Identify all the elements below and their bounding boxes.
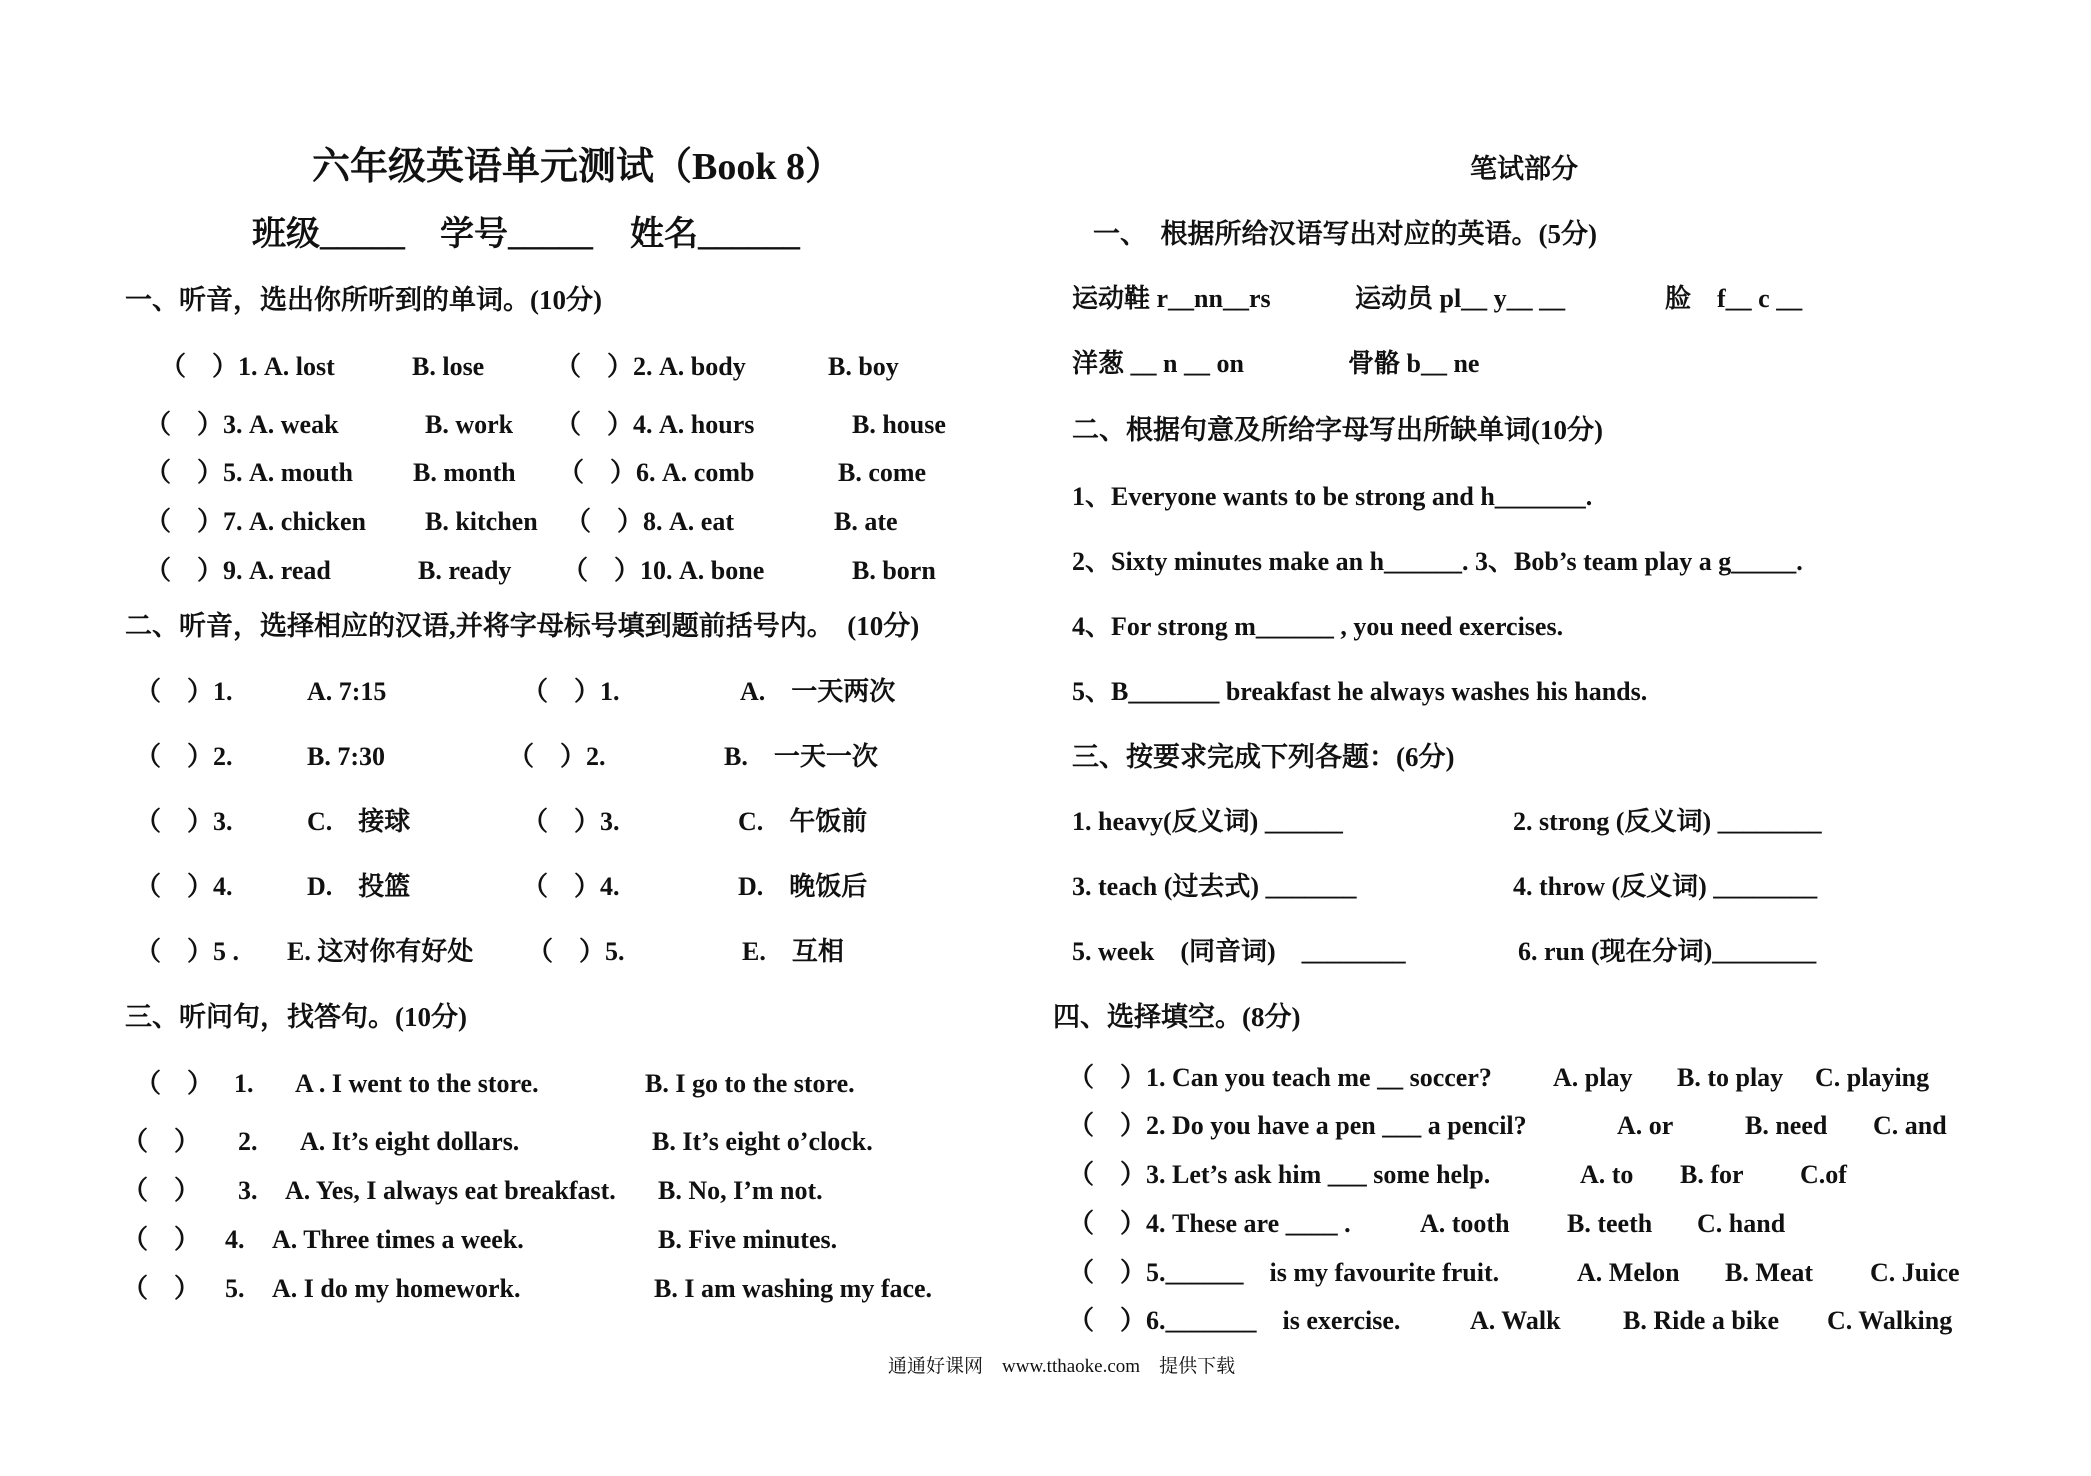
fill-sentence: 4、For strong m______ , you need exercises.: [1072, 612, 1564, 641]
q-option: D. 投篮: [307, 872, 411, 901]
vocab-item: 运动员 pl__ y__ __: [1355, 284, 1566, 313]
q-option: B. I am washing my face.: [654, 1274, 933, 1303]
q-choice: （ ）3. A. weak: [145, 410, 339, 439]
mc-option: C. playing: [1815, 1063, 1930, 1092]
q-choice: （ ）9. A. read: [145, 556, 331, 585]
vocab-item: 洋葱 __ n __ on: [1072, 349, 1244, 378]
q-option: A. 7:15: [307, 677, 387, 706]
q-option: E. 互相: [742, 937, 844, 966]
q-option: A. I do my homework.: [272, 1274, 521, 1303]
q-option: B. No, I’m not.: [658, 1176, 823, 1205]
q-bracket: （ ）5.: [527, 937, 625, 966]
q-number: 3.: [238, 1176, 258, 1205]
q-choice: （ ）5. A. mouth: [145, 458, 354, 487]
mc-option: C.of: [1800, 1160, 1847, 1189]
q-option: B. Five minutes.: [658, 1225, 838, 1254]
q-choice: （ ）8. A. eat: [565, 507, 734, 536]
vocab-item: 运动鞋 r__nn__rs: [1072, 284, 1271, 313]
mc-stem: （ ）5.______ is my favourite fruit.: [1068, 1258, 1500, 1287]
word-form-item: 2. strong (反义词) ________: [1513, 807, 1822, 836]
q-option: B. 7:30: [307, 742, 385, 771]
q-choice: （ ）1. A. lost: [160, 352, 335, 381]
mc-option: A. Walk: [1470, 1306, 1561, 1335]
mc-option: B. need: [1745, 1111, 1828, 1140]
q-bracket: （ ）4.: [522, 872, 620, 901]
q-choice: （ ）6. A. comb: [558, 458, 755, 487]
q-bracket: （ ）: [122, 1127, 201, 1156]
q-bracket: （ ）2.: [508, 742, 606, 771]
fill-sentence: 1、Everyone wants to be strong and h_______.: [1072, 482, 1593, 511]
fill-sentence: 2、Sixty minutes make an h______. 3、Bob’s team play a g_____.: [1072, 547, 1803, 576]
q-bracket: （ ）2.: [135, 742, 233, 771]
q-bracket: （ ）: [122, 1176, 201, 1205]
mc-option: A. tooth: [1420, 1209, 1510, 1238]
mc-option: C. hand: [1697, 1209, 1786, 1238]
mc-option: A. play: [1553, 1063, 1633, 1092]
fill-sentence: 5、B_______ breakfast he always washes his hands.: [1072, 677, 1648, 706]
q-bracket: （ ）3.: [522, 807, 620, 836]
q-bracket: （ ）4.: [135, 872, 233, 901]
q-option: B. It’s eight o’clock.: [652, 1127, 873, 1156]
q-option: A. Three times a week.: [272, 1225, 524, 1254]
q-bracket: （ ）3.: [135, 807, 233, 836]
q-choice: B. boy: [828, 352, 899, 381]
mc-stem: （ ）4. These are ____ .: [1068, 1209, 1351, 1238]
mc-option: C. and: [1873, 1111, 1947, 1140]
q-choice: B. kitchen: [425, 507, 538, 536]
section3-heading: 三、听问句，找答句。(10分): [125, 1002, 467, 1032]
mc-option: B. Meat: [1725, 1258, 1814, 1287]
q-option: B. 一天一次: [724, 742, 878, 771]
word-form-item: 1. heavy(反义词) ______: [1072, 807, 1343, 836]
student-number-label: 学号_____: [440, 216, 593, 253]
student-name-label: 姓名______: [630, 216, 800, 253]
q-option: A. 一天两次: [740, 677, 896, 706]
q-option: D. 晚饭后: [738, 872, 868, 901]
mc-option: C. Juice: [1870, 1258, 1960, 1287]
mc-option: A. Melon: [1577, 1258, 1680, 1287]
q-bracket: （ ）1.: [135, 677, 233, 706]
footer-source-link[interactable]: 通通好课网 www.tthaoke.com 提供下载: [888, 1356, 1236, 1377]
q-choice: B. come: [838, 458, 927, 487]
word-form-item: 6. run (现在分词)________: [1518, 937, 1817, 966]
q-option: A. It’s eight dollars.: [300, 1127, 520, 1156]
q-choice: （ ）2. A. body: [555, 352, 746, 381]
word-form-item: 5. week (同音词) ________: [1072, 937, 1406, 966]
q-option: C. 午饭前: [738, 807, 868, 836]
section1-heading: 一、听音，选出你所听到的单词。(10分): [125, 285, 602, 315]
q-choice: B. month: [413, 458, 516, 487]
mc-option: B. Ride a bike: [1623, 1306, 1780, 1335]
right-section2-heading: 二、根据句意及所给字母写出所缺单词(10分): [1072, 415, 1603, 445]
q-number: 1.: [234, 1069, 254, 1098]
q-option: E. 这对你有好处: [287, 937, 474, 966]
mc-option: B. teeth: [1567, 1209, 1653, 1238]
mc-stem: （ ）1. Can you teach me __ soccer?: [1068, 1063, 1492, 1092]
mc-stem: （ ）6._______ is exercise.: [1068, 1306, 1401, 1335]
right-section4-heading: 四、选择填空。(8分): [1053, 1002, 1301, 1032]
q-choice: B. house: [852, 410, 946, 439]
written-part-subtitle: 笔试部分: [1470, 154, 1578, 184]
section2-heading: 二、听音，选择相应的汉语,并将字母标号填到题前括号内。 (10分): [125, 611, 920, 641]
q-option: C. 接球: [307, 807, 411, 836]
mc-stem: （ ）2. Do you have a pen ___ a pencil?: [1068, 1111, 1527, 1140]
q-bracket: （ ）5 .: [135, 937, 240, 966]
right-section1-heading: 一、 根据所给汉语写出对应的英语。(5分): [1093, 219, 1597, 249]
q-number: 4.: [225, 1225, 245, 1254]
right-section3-heading: 三、按要求完成下列各题：(6分): [1072, 742, 1455, 772]
mc-option: A. to: [1580, 1160, 1634, 1189]
q-number: 5.: [225, 1274, 245, 1303]
q-choice: B. work: [425, 410, 514, 439]
q-bracket: （ ）1.: [522, 677, 620, 706]
vocab-item: 脸 f__ c __: [1665, 284, 1803, 313]
q-bracket: （ ）: [135, 1069, 214, 1098]
word-form-item: 3. teach (过去式) _______: [1072, 872, 1357, 901]
q-bracket: （ ）: [122, 1225, 201, 1254]
page-title: 六年级英语单元测试（Book 8）: [312, 146, 843, 188]
vocab-item: 骨骼 b__ ne: [1348, 349, 1480, 378]
q-option: A. Yes, I always eat breakfast.: [285, 1176, 616, 1205]
q-choice: （ ）4. A. hours: [555, 410, 755, 439]
q-choice: B. ate: [834, 507, 898, 536]
mc-option: B. to play: [1677, 1063, 1784, 1092]
q-choice: B. ready: [418, 556, 512, 585]
word-form-item: 4. throw (反义词) ________: [1513, 872, 1818, 901]
q-option: A . I went to the store.: [295, 1069, 539, 1098]
q-choice: （ ）7. A. chicken: [145, 507, 367, 536]
q-choice: B. lose: [412, 352, 485, 381]
mc-option: A. or: [1617, 1111, 1674, 1140]
q-option: B. I go to the store.: [645, 1069, 855, 1098]
class-field-label: 班级_____: [252, 216, 405, 253]
q-bracket: （ ）: [122, 1274, 201, 1303]
mc-option: C. Walking: [1827, 1306, 1953, 1335]
mc-option: B. for: [1680, 1160, 1744, 1189]
mc-stem: （ ）3. Let’s ask him ___ some help.: [1068, 1160, 1491, 1189]
q-choice: （ ）10. A. bone: [562, 556, 765, 585]
q-choice: B. born: [852, 556, 936, 585]
q-number: 2.: [238, 1127, 258, 1156]
